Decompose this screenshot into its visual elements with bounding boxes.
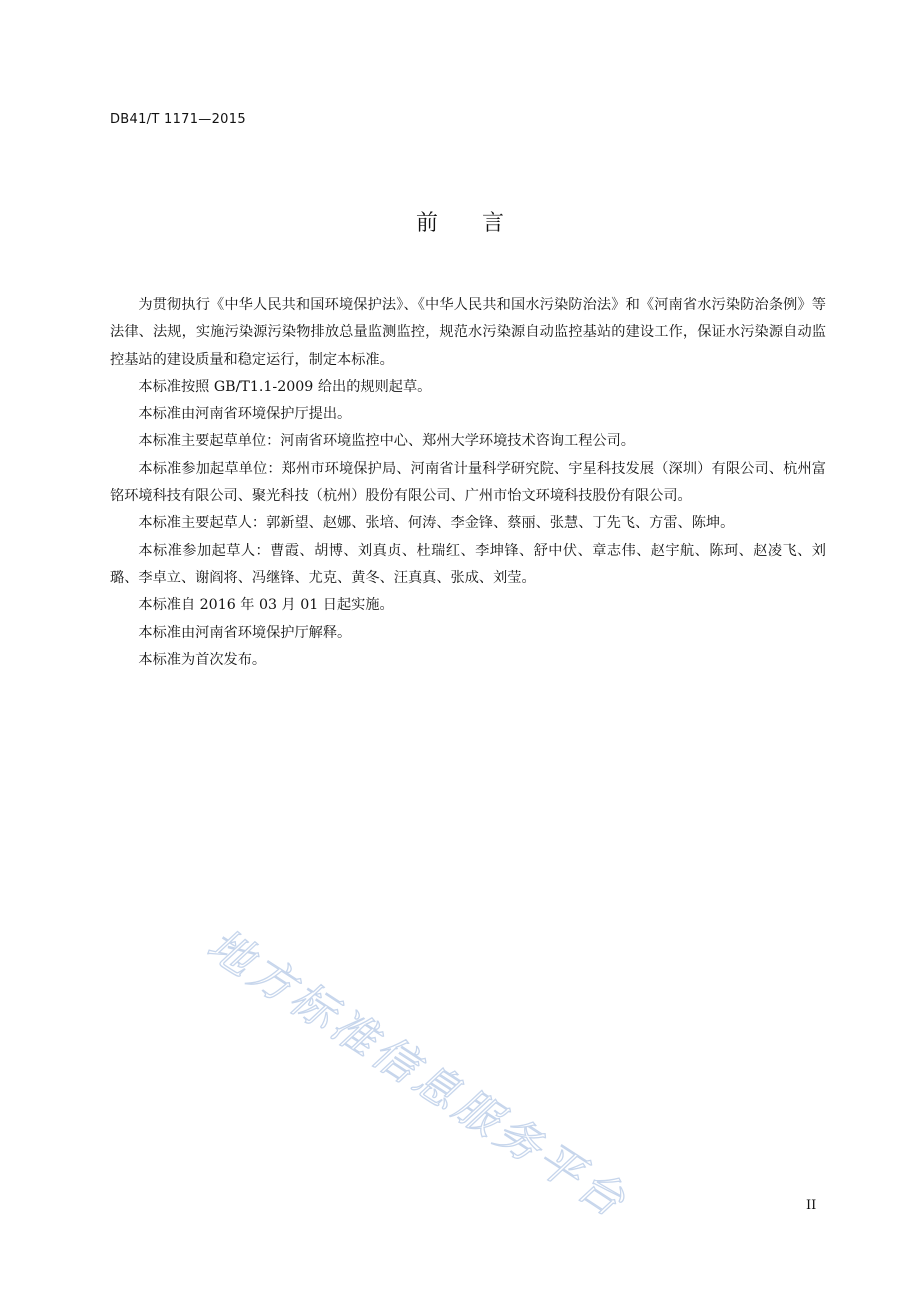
paragraph-first-release: 本标准为首次发布。 xyxy=(138,651,267,668)
paragraph-proposer: 本标准由河南省环境保护厅提出。 xyxy=(138,406,352,423)
page-number: II xyxy=(806,1198,817,1213)
standard-code: DB41/T 1171—2015 xyxy=(110,112,246,127)
paragraph-purpose: 为贯彻执行《中华人民共和国环境保护法》、《中华人民共和国水污染防治法》和《河南省水污染防治条例》等法律、法规，实施污染源污染物排放总量监测监控，规范水污染源自动监控基站的建设工作，保证水污染源自动监控基站的建设质量和稳定运行，制定本标准。 xyxy=(110,297,826,368)
paragraph-participating-drafters: 本标准参加起草人：曹霞、胡博、刘真贞、杜瑞红、李坤锋、舒中伏、章志伟、赵宇航、陈珂、赵凌飞、刘璐、李卓立、谢阎将、冯继锋、尤克、黄冬、汪真真、张成、刘莹。 xyxy=(110,542,826,586)
watermark: 地方标准信息服务平台 xyxy=(198,919,637,1229)
paragraph-effective-date: 本标准自 2016 年 03 月 01 日起实施。 xyxy=(138,597,394,614)
paragraph-drafting-rules: 本标准按照 GB/T1.1-2009 给出的规则起草。 xyxy=(138,378,432,395)
page-title: 前言 xyxy=(415,211,548,236)
paragraph-interpretation: 本标准由河南省环境保护厅解释。 xyxy=(138,624,352,641)
paragraph-main-drafters: 本标准主要起草人：郭新望、赵娜、张培、何涛、李金锋、蔡丽、张慧、丁先飞、方雷、陈坤。 xyxy=(138,515,735,532)
paragraph-main-drafting-units: 本标准主要起草单位：河南省环境监控中心、郑州大学环境技术咨询工程公司。 xyxy=(138,433,635,450)
paragraph-participating-units: 本标准参加起草单位：郑州市环境保护局、河南省计量科学研究院、宇星科技发展（深圳）有限公司、杭州富铭环境科技有限公司、聚光科技（杭州）股份有限公司、广州市怡文环境科技股份有限公司。 xyxy=(110,460,826,505)
foreword-body xyxy=(110,292,826,674)
